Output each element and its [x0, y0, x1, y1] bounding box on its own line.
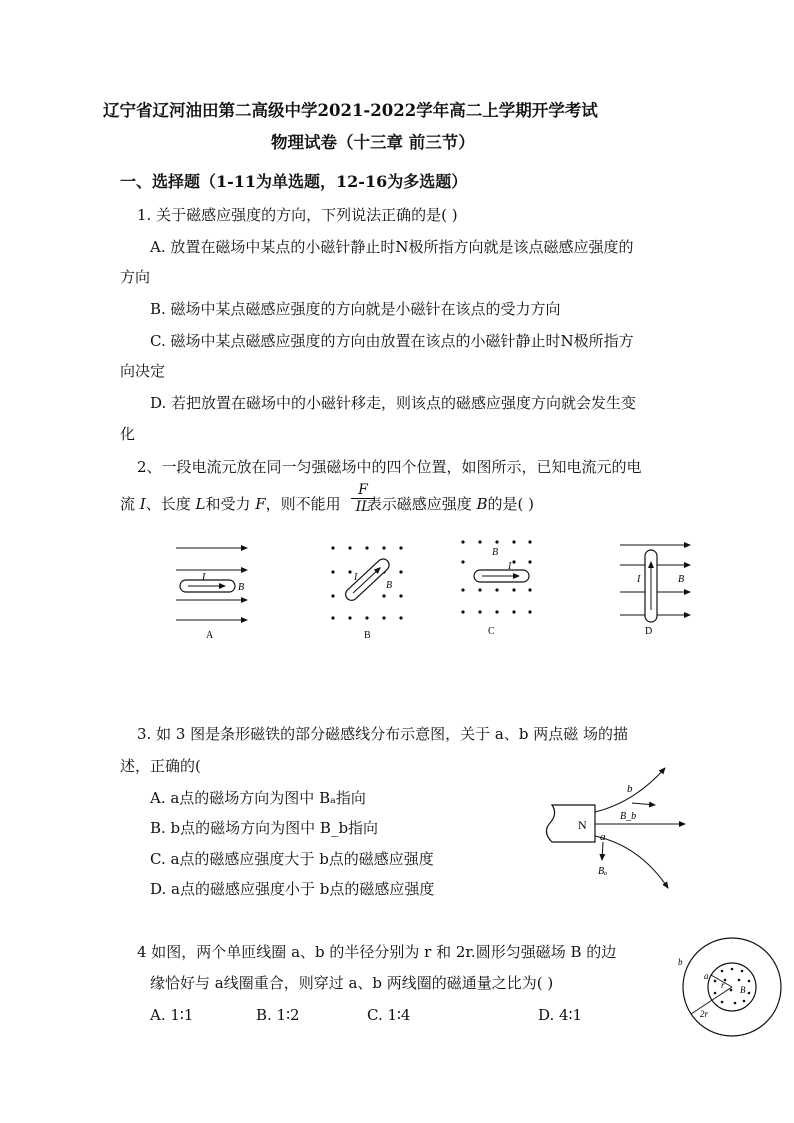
q3-option-a: A. a点的磁场方向为图中 Bₐ指向	[150, 789, 366, 807]
fig-a-label-I: I	[202, 572, 206, 583]
fig-a-label-B: B	[238, 582, 245, 593]
q4-option-a: A. 1∶1	[150, 1006, 194, 1024]
figure-d	[620, 545, 690, 637]
section-heading: 一、选择题（1-11为单选题，12-16为多选题）	[120, 172, 468, 191]
q2-line1: 2、一段电流元放在同一匀强磁场中的四个位置，如图所示，已知电流元的电	[137, 458, 642, 476]
exam-title-line2: 物理试卷（十三章 前三节）	[271, 133, 475, 152]
q4-option-c: C. 1∶4	[367, 1006, 411, 1024]
q2-line2: 流 I、长度 L和受力 F，则不能用 表示磁感应强度 B的是( )	[120, 495, 534, 513]
q3-option-c: C. a点的磁感应强度大于 b点的磁感应强度	[150, 850, 434, 868]
point-a-label: a	[600, 831, 606, 843]
q3-line2: 述，正确的(	[120, 757, 201, 775]
q4-line1: 4 如图，两个单匝线圈 a、b 的半径分别为 r 和 2r.圆形匀强磁场 B 的边	[137, 943, 617, 961]
var-L: L	[195, 495, 206, 513]
fraction-F-over-IL	[351, 482, 375, 516]
fig-d-label-I: I	[637, 574, 641, 585]
q1-option-c-line2: 向决定	[120, 362, 166, 380]
q3-line1: 3. 如 3 图是条形磁铁的部分磁感线分布示意图，关于 a、b 两点磁 场的描	[137, 725, 629, 743]
field-B-label: B	[740, 985, 746, 995]
fig-b-caption: B	[364, 630, 371, 641]
Bb-label: B_b	[620, 811, 637, 822]
fig-b-label-B: B	[386, 580, 393, 591]
coil-b-label: b	[678, 957, 683, 967]
figure-b	[331, 546, 402, 641]
figure-c	[461, 540, 531, 637]
q4-option-d: D. 4∶1	[538, 1006, 583, 1024]
radius-r-label: r	[721, 980, 725, 990]
q3-option-d: D. a点的磁感应强度小于 b点的磁感应强度	[150, 880, 435, 898]
fig-d-label-B: B	[678, 574, 685, 585]
q1-stem: 1. 关于磁感应强度的方向，下列说法正确的是( )	[137, 206, 458, 224]
var-F: F	[255, 495, 266, 513]
vector-Ba	[602, 842, 603, 860]
var-I: I	[139, 495, 146, 513]
fig-c-label-I: I	[508, 561, 512, 572]
coil-a-label: a	[704, 971, 709, 981]
bar-magnet	[546, 805, 595, 842]
fraction-numerator: F	[358, 482, 368, 498]
fig-c-label-B: B	[492, 547, 499, 558]
q4-line2: 缘恰好与 a线圈重合，则穿过 a、b 两线圈的磁通量之比为( )	[150, 974, 554, 992]
vector-Bb	[632, 803, 655, 805]
exam-title-line1: 辽宁省辽河油田第二高级中学2021-2022学年高二上学期开学考试	[103, 101, 598, 120]
point-b-label: b	[627, 783, 633, 795]
fig-d-caption: D	[645, 626, 653, 637]
q2-figures	[0, 530, 794, 650]
q1-option-c-line1: C. 磁场中某点磁感应强度的方向由放置在该点的小磁针静止时N极所指方	[150, 332, 634, 350]
q1-option-a-line2: 方向	[120, 268, 151, 286]
magnet-N-label: N	[578, 818, 587, 832]
q4-coils-figure	[675, 940, 790, 1040]
radius-2r-label: 2r	[700, 1009, 709, 1019]
var-B: B	[476, 495, 488, 513]
q3-option-b: B. b点的磁场方向为图中 B_b指向	[150, 819, 379, 837]
q1-option-b: B. 磁场中某点磁感应强度的方向就是小磁针在该点的受力方向	[150, 300, 561, 318]
q1-option-d-line1: D. 若把放置在磁场中的小磁针移走，则该点的磁感应强度方向就会发生变	[150, 394, 637, 412]
fig-c-caption: C	[488, 626, 495, 637]
field-line-lower	[595, 836, 668, 888]
fraction-denominator: IL	[351, 498, 375, 516]
q1-option-d-line2: 化	[120, 425, 136, 443]
q3-magnet-figure	[540, 760, 710, 895]
fig-a-caption: A	[206, 630, 214, 641]
figure-a	[176, 548, 247, 641]
q1-option-a-line1: A. 放置在磁场中某点的小磁针静止时N极所指方向就是该点磁感应强度的	[150, 238, 634, 256]
q4-option-b: B. 1∶2	[256, 1006, 300, 1024]
fig-b-label-I: I	[354, 572, 358, 583]
Ba-label: Bₐ	[598, 866, 608, 877]
